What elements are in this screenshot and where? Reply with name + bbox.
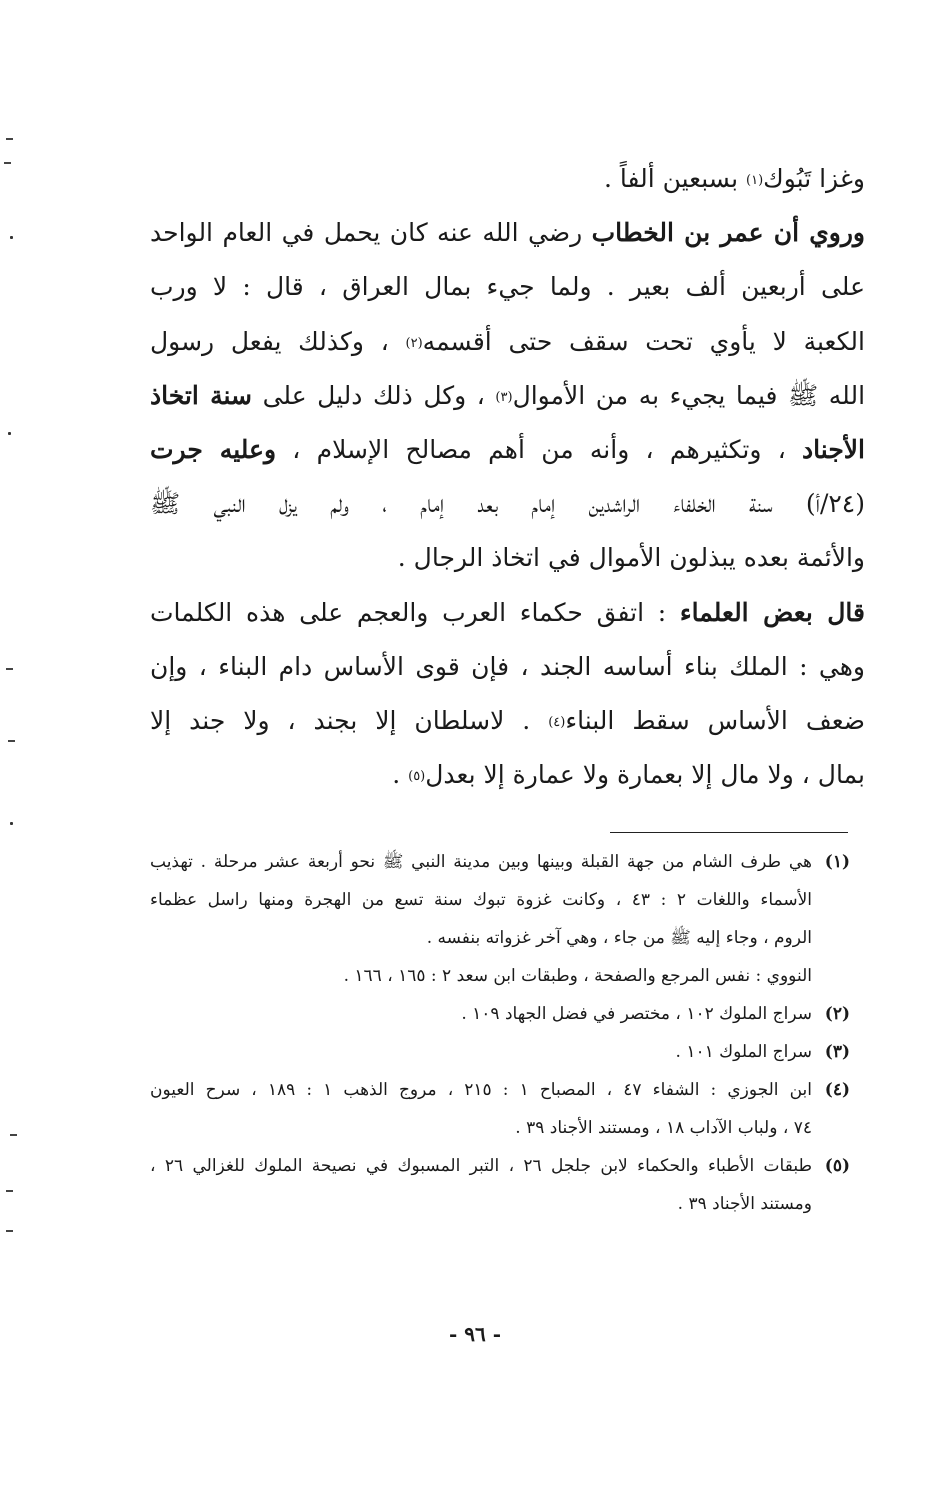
footnote-line: ومستند الأجناد ٣٩ .: [677, 1194, 812, 1214]
text-line: على أربعين ألف بعير . ولما جيء بمال العراق ، قال : لا ورب: [150, 272, 865, 302]
scan-mark: [8, 432, 11, 435]
footnote-line: ابن الجوزي : الشفاء ٤٧ ، المصباح ١ : ٢١٥ ، مروج الذهب ١ : ١٨٩ ، سرح العيون: [150, 1080, 812, 1100]
text-run: الله ﷺ فيما يجيء به من الأموال: [512, 380, 866, 410]
page-number: - ٩٦ -: [448, 1322, 501, 1346]
text-run: ، وكل ذلك دليل على: [252, 380, 496, 410]
text-run: . لاسلطان إلا بجند ، ولا جند إلا: [150, 705, 549, 735]
scan-mark: [6, 1190, 13, 1192]
footnote-line: الروم ، وجاء إليه ﷺ من جاء ، وهي آخر غزواته بنفسه .: [426, 928, 812, 948]
text-line: [150, 369, 865, 423]
main-text: [150, 152, 865, 802]
footnote-number: (٢): [824, 1004, 850, 1024]
text-run: وغزا تَبُوك: [763, 164, 865, 193]
footnote-line: هي طرف الشام من جهة القبلة وبينها وبين مدينة النبي ﷺ نحو أربعة عشر مرحلة . تهذيب: [150, 852, 812, 872]
footnote-number: (٣): [824, 1042, 850, 1062]
text-run: رضي الله عنه كان يحمل في العام الواحد: [150, 218, 592, 248]
text-line: [150, 315, 865, 369]
footnote-line: النووي : نفس المرجع والصفحة ، وطبقات ابن سعد ٢ : ١٦٥ ، ١٦٦ .: [343, 966, 812, 986]
footnote-number: (٥): [824, 1156, 850, 1176]
bold-run: قال بعض العلماء: [679, 597, 865, 627]
footnote-line: سراج الملوك ١٠١ .: [675, 1042, 812, 1062]
footnote-ref: (٣): [495, 389, 513, 405]
bold-run: وعليه جرت: [150, 434, 277, 464]
footnote-line: سراج الملوك ١٠٢ ، مختصر في فضل الجهاد ١٠٩ .: [461, 1004, 812, 1024]
footnote-separator: [610, 832, 848, 833]
bold-run: الأجناد: [802, 434, 865, 464]
footnote-ref: (٥): [408, 769, 426, 785]
footnote-body: [150, 1071, 812, 1147]
scan-mark: [6, 138, 13, 140]
text-run: بمال ، ولا مال إلا بعمارة ولا عمارة إلا بعدل: [425, 760, 865, 790]
text-line: [150, 423, 865, 477]
footnote: [150, 1033, 850, 1071]
text-line: وهي : الملك بناء أساسه الجند ، فإن قوى الأساس دام البناء ، وإن: [150, 651, 865, 681]
text-line: (٢٤/أ) سنة الخلفاء الراشدين إمام بعد إمام ، ولم يزل النبي ﷺ: [150, 489, 865, 519]
footnote-body: [150, 1147, 812, 1223]
text-run: .: [392, 760, 409, 790]
text-line: والأئمة بعده يبذلون الأموال في اتخاذ الرجال .: [397, 543, 865, 573]
footnote-body: [150, 843, 812, 995]
text-run: بسبعين ألفاً .: [603, 164, 746, 193]
footnote-ref: (١): [746, 173, 764, 188]
footnote-body: [150, 995, 812, 1033]
text-line: [150, 694, 865, 748]
text-line: [150, 206, 865, 260]
scan-mark: [6, 668, 13, 670]
bold-run: وروي أن عمر بن الخطاب: [591, 218, 866, 248]
scan-mark: [10, 822, 13, 825]
text-line: [150, 586, 865, 640]
text-run: : اتفق حكماء العرب والعجم على هذه الكلمات: [150, 597, 680, 627]
text-line: [150, 748, 865, 802]
footnote-ref: (٤): [548, 714, 566, 730]
scan-mark: [6, 1230, 13, 1232]
footnote: [150, 1071, 850, 1147]
scan-mark: [10, 236, 13, 239]
footnote-line: الأسماء واللغات ٢ : ٤٣ ، وكانت غزوة تبوك سنة تسع من الهجرة ومنها راسل عظماء: [150, 890, 812, 910]
scan-mark: [8, 740, 15, 742]
text-run: ضعف الأساس سقط البناء: [565, 705, 865, 735]
footnote-ref: (٢): [405, 335, 423, 351]
scan-mark: [10, 1134, 17, 1136]
scan-mark: [4, 162, 11, 164]
text-run: ، وكذلك يفعل رسول: [150, 326, 406, 356]
footnote-body: [150, 1033, 812, 1071]
footnote: [150, 843, 850, 995]
footnote-line: ٧٤ ، ولباب الآداب ١٨ ، ومستند الأجناد ٣٩ .: [515, 1118, 812, 1138]
footnote-line: طبقات الأطباء والحكماء لابن جلجل ٢٦ ، التبر المسبوك في نصيحة الملوك للغزالي ٢٦ ،: [150, 1156, 812, 1176]
footnote: [150, 1147, 850, 1223]
footnotes: [150, 843, 850, 1223]
text-run: الكعبة لا يأوي تحت سقف حتى أقسمه: [422, 326, 865, 356]
text-line: [150, 152, 865, 206]
text-run: ، وتكثيرهم ، وأنه من أهم مصالح الإسلام ،: [276, 434, 803, 464]
footnote-number: (٤): [824, 1080, 850, 1100]
footnote-number: (١): [824, 852, 850, 872]
bold-run: سنة اتخاذ: [150, 380, 253, 410]
footnote: [150, 995, 850, 1033]
